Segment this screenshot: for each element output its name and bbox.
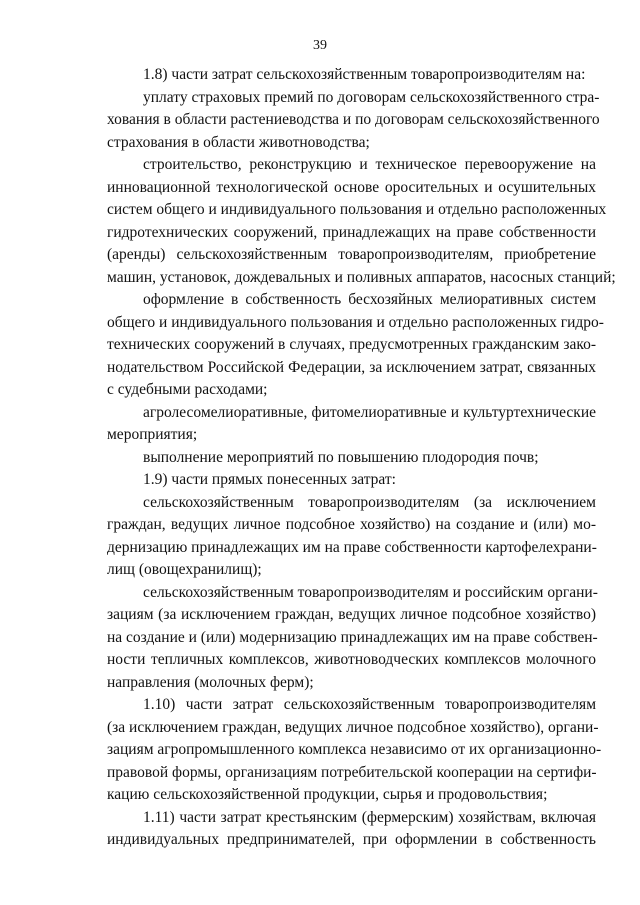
text-line: с судебными расходами; — [107, 381, 268, 398]
text-line: сельскохозяйственным товаропроизводителям (за исключением — [143, 493, 596, 511]
text-line: кацию сельскохозяйственной продукции, сырья и продовольствия; — [107, 786, 548, 803]
text-line: мероприятия; — [107, 426, 198, 443]
text-line: уплату страховых премий по договорам сельскохозяйственного стра- — [143, 88, 600, 106]
text-line: лищ (овощехранилищ); — [107, 561, 262, 578]
text-line: 1.8) части затрат сельскохозяйственным товаропроизводителям на: — [143, 66, 586, 83]
text-line: дернизацию принадлежащих им на праве собственности картофелехрани- — [107, 538, 597, 556]
text-line: строительство, реконструкцию и техническое перевооружение на — [143, 156, 596, 173]
text-line: инновационной технологической основе оросительных и осушительных — [107, 178, 596, 196]
text-line: сельскохозяйственным товаропроизводителям и российским органи- — [143, 583, 598, 601]
text-line: 1.11) части затрат крестьянским (фермерским) хозяйствам, включая — [143, 808, 596, 826]
page-number: 39 — [313, 38, 327, 53]
text-line: 1.9) части прямых понесенных затрат: — [143, 471, 396, 488]
text-line: общего и индивидуального пользования и отдельно расположенных гидро- — [107, 313, 604, 331]
text-line: оформление в собственность бесхозяйных мелиоративных систем — [143, 291, 596, 308]
document-body — [107, 64, 616, 852]
text-line: направления (молочных ферм); — [107, 673, 314, 691]
text-line: (за исключением граждан, ведущих личное подсобное хозяйство), органи- — [107, 718, 599, 736]
text-line: машин, установок, дождевальных и поливных аппаратов, насосных станций; — [107, 268, 616, 286]
text-line: на создание и (или) модернизацию принадлежащих им на праве собствен- — [107, 628, 598, 646]
text-line: (аренды) сельскохозяйственным товаропроизводителям, приобретение — [107, 246, 596, 263]
text-line: индивидуальных предпринимателей, при оформлении в собственность — [107, 831, 596, 848]
text-line: 1.10) части затрат сельскохозяйственным товаропроизводителям — [143, 696, 596, 713]
text-line: выполнение мероприятий по повышению плодородия почв; — [143, 448, 539, 466]
text-line: систем общего и индивидуального пользования и отдельно расположенных — [107, 201, 607, 218]
text-line: страхования в области животноводства; — [107, 133, 370, 151]
text-line: ности тепличных комплексов, животноводческих комплексов молочного — [107, 651, 596, 668]
text-line: хования в области растениеводства и по договорам сельскохозяйственного — [107, 111, 600, 128]
text-line: граждан, ведущих личное подсобное хозяйство) на создание и (или) мо- — [107, 516, 596, 533]
text-line: зациям (за исключением граждан, ведущих личное подсобное хозяйство) — [107, 606, 596, 623]
text-line: зациям агропромышленного комплекса независимо от их организационно- — [107, 741, 602, 758]
text-line: гидротехнических сооружений, принадлежащих на праве собственности — [107, 223, 596, 241]
text-line: агролесомелиоративные, фитомелиоративные и культуртехнические — [143, 403, 596, 421]
text-line: нодательством Российской Федерации, за исключением затрат, связанных — [107, 358, 596, 376]
text-line: правовой формы, организациям потребительской кооперации на сертифи- — [107, 763, 597, 781]
text-line: технических сооружений в случаях, предусмотренных гражданским зако- — [107, 336, 596, 353]
